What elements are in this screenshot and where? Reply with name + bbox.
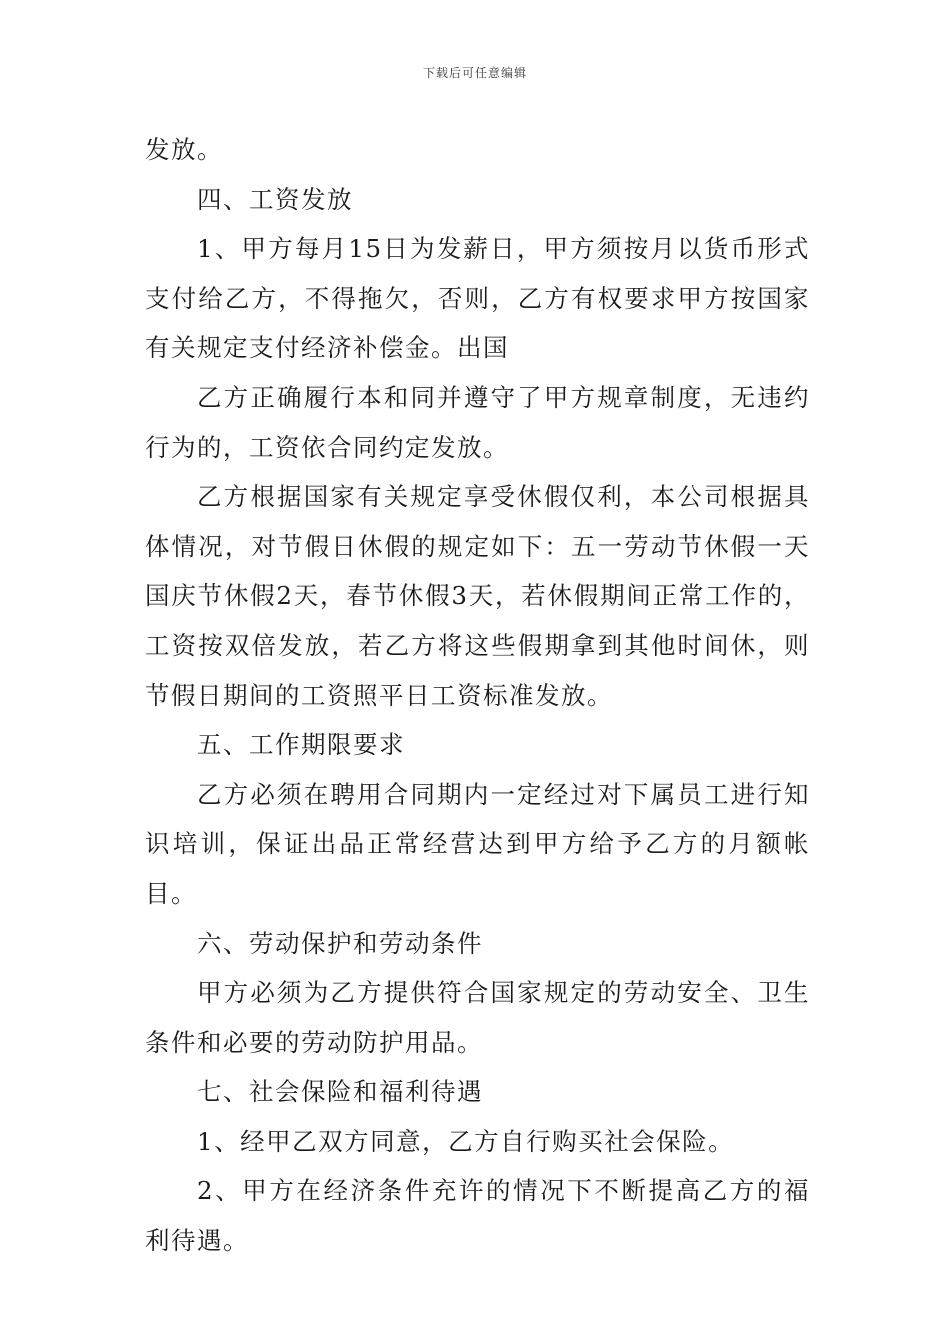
section-heading-wage-payment: 四、工资发放 [197, 184, 353, 214]
section-heading-social-insurance: 七、社会保险和福利待遇 [197, 1077, 483, 1107]
paragraph-11: 2、甲方在经济条件充许的情况下不断提高乙方的福利待遇。 [145, 1176, 810, 1256]
paragraph-8: 甲方必须为乙方提供符合国家规定的劳动安全、卫生条件和必要的劳动防护用品。 [145, 978, 810, 1057]
paragraph-0: 发放。 [145, 135, 223, 164]
page-header: 下载后可任意编辑 [422, 66, 527, 80]
paragraph-3: 乙方正确履行本和同并遵守了甲方规章制度，无违约行为的，工资依合同约定发放。 [145, 382, 810, 462]
paragraph-6: 乙方必须在聘用合同期内一定经过对下属员工进行知识培训，保证出品正常经营达到甲方给予乙方的月额帐目。 [145, 779, 810, 908]
paragraph-4: 乙方根据国家有关规定享受休假仅利，本公司根据具体情况，对节假日休假的规定如下：五一劳动节休假一天国庆节休假2天，春节休假3天，若休假期间正常工作的，工资按双倍发放，若乙方将这些假期拿到其他时间休，则节假日期间的工资照平日工资标准发放。 [145, 482, 810, 710]
paragraph-2: 1、甲方每月15日为发薪日，甲方须按月以货币形式支付给乙方，不得拖欠，否则，乙方有权要求甲方按国家有关规定支付经济补偿金。出国 [145, 234, 810, 363]
document-body [145, 125, 810, 1266]
section-heading-work-term: 五、工作期限要求 [197, 730, 405, 760]
section-heading-labor-protection: 六、劳动保护和劳动条件 [197, 928, 483, 958]
paragraph-10: 1、经甲乙双方同意，乙方自行购买社会保险。 [197, 1126, 735, 1156]
